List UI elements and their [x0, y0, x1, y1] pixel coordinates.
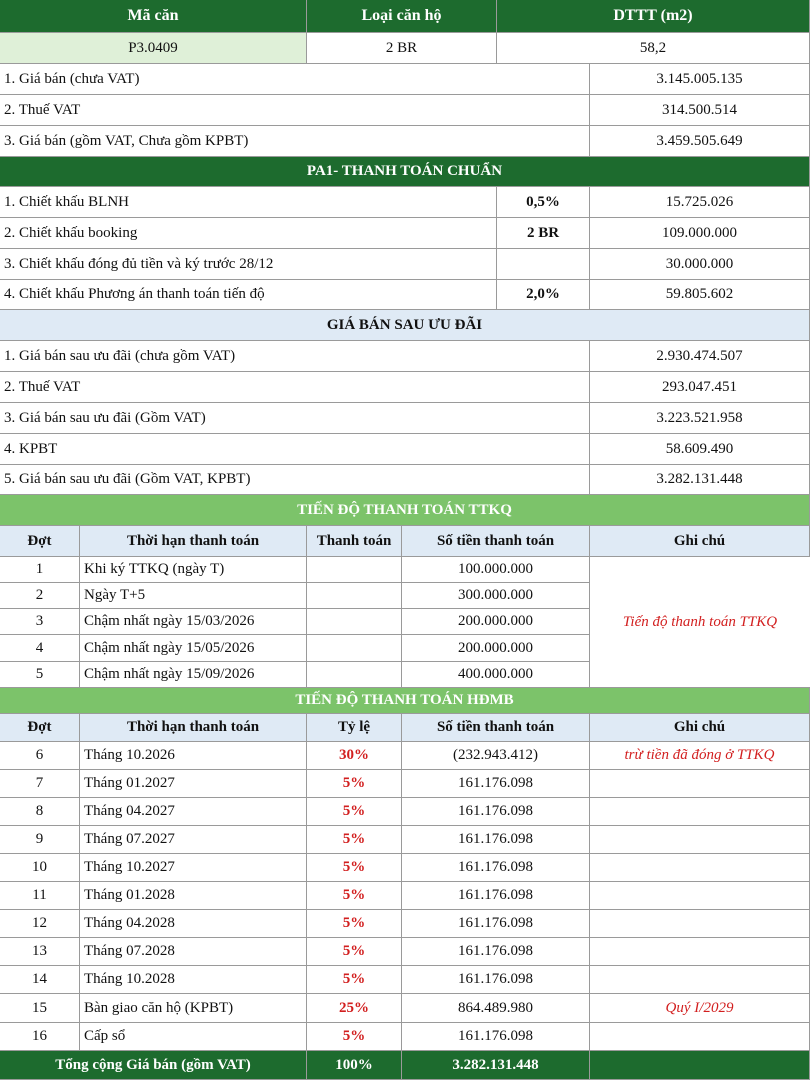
hdmb-rate: 5%: [307, 826, 402, 854]
hdmb-row: [0, 882, 810, 910]
after-discount-value: 3.282.131.448: [590, 465, 810, 495]
hdmb-rate: 30%: [307, 742, 402, 770]
hdmb-dot: 16: [0, 1023, 80, 1051]
ttkq-pay: [307, 635, 402, 662]
base-price-row: [0, 126, 810, 157]
base-price-row: [0, 95, 810, 126]
hdmb-amount: 161.176.098: [402, 826, 590, 854]
hdmb-row: [0, 910, 810, 938]
after-discount-row: [0, 465, 810, 495]
total-rate: 100%: [307, 1051, 402, 1080]
after-discount-row: [0, 403, 810, 434]
hdmb-row: [0, 966, 810, 994]
hdmb-term: Cấp sổ: [80, 1023, 307, 1051]
header-row: [0, 0, 810, 33]
pa1-label: 4. Chiết khấu Phương án thanh toán tiến độ: [0, 280, 497, 310]
hdmb-term: Tháng 10.2027: [80, 854, 307, 882]
hdmb-amount: (232.943.412): [402, 742, 590, 770]
base-price-value: 3.459.505.649: [590, 126, 810, 157]
hdmb-header-dot: Đợt: [0, 714, 80, 742]
ttkq-amount: 200.000.000: [402, 609, 590, 635]
hdmb-rate: 5%: [307, 770, 402, 798]
base-price-label: 1. Giá bán (chưa VAT): [0, 64, 590, 95]
ttkq-header-dot: Đợt: [0, 526, 80, 557]
after-discount-value: 2.930.474.507: [590, 341, 810, 372]
hdmb-term: Tháng 07.2028: [80, 938, 307, 966]
hdmb-note: [590, 910, 810, 938]
hdmb-rate: 5%: [307, 854, 402, 882]
after-discount-label: 3. Giá bán sau ưu đãi (Gồm VAT): [0, 403, 590, 434]
base-price-value: 314.500.514: [590, 95, 810, 126]
unit-code: P3.0409: [0, 33, 307, 64]
hdmb-header-row: [0, 714, 810, 742]
hdmb-term: Tháng 07.2027: [80, 826, 307, 854]
pa1-rate: 2 BR: [497, 218, 590, 249]
hdmb-dot: 6: [0, 742, 80, 770]
hdmb-dot: 13: [0, 938, 80, 966]
hdmb-rate: 5%: [307, 1023, 402, 1051]
hdmb-rate: 5%: [307, 910, 402, 938]
hdmb-dot: 9: [0, 826, 80, 854]
pa1-label: 1. Chiết khấu BLNH: [0, 187, 497, 218]
hdmb-amount: 161.176.098: [402, 770, 590, 798]
ttkq-note: Tiến độ thanh toán TTKQ: [622, 613, 778, 630]
hdmb-dot: 10: [0, 854, 80, 882]
hdmb-amount: 161.176.098: [402, 854, 590, 882]
hdmb-row: [0, 798, 810, 826]
hdmb-dot: 15: [0, 994, 80, 1023]
ttkq-pay: [307, 662, 402, 688]
pa1-value: 59.805.602: [590, 280, 810, 310]
base-price-label: 2. Thuế VAT: [0, 95, 590, 126]
ttkq-term: Ngày T+5: [80, 583, 307, 609]
header-unit-code: Mã căn: [0, 0, 307, 33]
after-discount-value: 58.609.490: [590, 434, 810, 465]
ttkq-header-term: Thời hạn thanh toán: [80, 526, 307, 557]
ttkq-term: Khi ký TTKQ (ngày T): [80, 557, 307, 583]
hdmb-rate: 25%: [307, 994, 402, 1023]
hdmb-dot: 7: [0, 770, 80, 798]
unit-area: 58,2: [497, 33, 810, 64]
after-discount-value: 293.047.451: [590, 372, 810, 403]
hdmb-header-note: Ghi chú: [590, 714, 810, 742]
hdmb-row: [0, 938, 810, 966]
hdmb-term: Tháng 04.2027: [80, 798, 307, 826]
ttkq-header-note: Ghi chú: [590, 526, 810, 557]
hdmb-term: Tháng 01.2028: [80, 882, 307, 910]
after-discount-value: 3.223.521.958: [590, 403, 810, 434]
hdmb-row: [0, 994, 810, 1023]
after-discount-row: [0, 434, 810, 465]
hdmb-amount: 161.176.098: [402, 966, 590, 994]
pa1-title: PA1- THANH TOÁN CHUẨN: [0, 157, 810, 187]
ttkq-term: Chậm nhất ngày 15/05/2026: [80, 635, 307, 662]
hdmb-header-rate: Tỷ lệ: [307, 714, 402, 742]
ttkq-dot: 1: [0, 557, 80, 583]
hdmb-row: [0, 742, 810, 770]
hdmb-dot: 11: [0, 882, 80, 910]
after-discount-label: 5. Giá bán sau ưu đãi (Gồm VAT, KPBT): [0, 465, 590, 495]
base-price-value: 3.145.005.135: [590, 64, 810, 95]
hdmb-term: Tháng 04.2028: [80, 910, 307, 938]
hdmb-section-header: [0, 688, 810, 714]
after-discount-section-header: [0, 310, 810, 341]
ttkq-amount: 300.000.000: [402, 583, 590, 609]
ttkq-pay: [307, 583, 402, 609]
pa1-rate: [497, 249, 590, 280]
total-label: Tổng cộng Giá bán (gồm VAT): [0, 1051, 307, 1080]
ttkq-dot: 2: [0, 583, 80, 609]
ttkq-amount: 100.000.000: [402, 557, 590, 583]
after-discount-row: [0, 341, 810, 372]
hdmb-term: Tháng 10.2028: [80, 966, 307, 994]
after-discount-label: 2. Thuế VAT: [0, 372, 590, 403]
ttkq-title: TIẾN ĐỘ THANH TOÁN TTKQ: [0, 495, 810, 526]
ttkq-term: Chậm nhất ngày 15/09/2026: [80, 662, 307, 688]
hdmb-row: [0, 826, 810, 854]
hdmb-note: [590, 966, 810, 994]
hdmb-dot: 12: [0, 910, 80, 938]
pa1-row: [0, 187, 810, 218]
hdmb-amount: 161.176.098: [402, 798, 590, 826]
hdmb-note: trừ tiền đã đóng ở TTKQ: [590, 742, 810, 770]
hdmb-note: [590, 854, 810, 882]
hdmb-rate: 5%: [307, 798, 402, 826]
pa1-row: [0, 218, 810, 249]
ttkq-header-row: [0, 526, 810, 557]
ttkq-dot: 3: [0, 609, 80, 635]
hdmb-amount: 161.176.098: [402, 910, 590, 938]
ttkq-dot: 4: [0, 635, 80, 662]
hdmb-note: [590, 770, 810, 798]
unit-row: [0, 33, 810, 64]
hdmb-rate: 5%: [307, 882, 402, 910]
ttkq-header-pay: Thanh toán: [307, 526, 402, 557]
ttkq-term: Chậm nhất ngày 15/03/2026: [80, 609, 307, 635]
hdmb-term: Tháng 01.2027: [80, 770, 307, 798]
pa1-value: 15.725.026: [590, 187, 810, 218]
hdmb-header-term: Thời hạn thanh toán: [80, 714, 307, 742]
hdmb-note: [590, 1023, 810, 1051]
hdmb-amount: 161.176.098: [402, 1023, 590, 1051]
total-row: [0, 1051, 810, 1080]
unit-type: 2 BR: [307, 33, 497, 64]
pa1-value: 30.000.000: [590, 249, 810, 280]
pa1-row: [0, 249, 810, 280]
ttkq-amount: 200.000.000: [402, 635, 590, 662]
ttkq-amount: 400.000.000: [402, 662, 590, 688]
ttkq-header-amount: Số tiền thanh toán: [402, 526, 590, 557]
header-unit-type: Loại căn hộ: [307, 0, 497, 33]
pa1-section-header: [0, 157, 810, 187]
ttkq-note-cell: [590, 557, 810, 688]
ttkq-dot: 5: [0, 662, 80, 688]
hdmb-amount: 161.176.098: [402, 882, 590, 910]
hdmb-amount: 864.489.980: [402, 994, 590, 1023]
hdmb-term: Bàn giao căn hộ (KPBT): [80, 994, 307, 1023]
hdmb-row: [0, 1023, 810, 1051]
hdmb-row: [0, 854, 810, 882]
after-discount-title: GIÁ BÁN SAU ƯU ĐÃI: [0, 310, 810, 341]
hdmb-amount: 161.176.098: [402, 938, 590, 966]
base-price-label: 3. Giá bán (gồm VAT, Chưa gồm KPBT): [0, 126, 590, 157]
hdmb-note: [590, 882, 810, 910]
total-note: [590, 1051, 810, 1080]
pa1-row: [0, 280, 810, 310]
hdmb-rate: 5%: [307, 966, 402, 994]
header-area: DTTT (m2): [497, 0, 810, 33]
hdmb-note: [590, 826, 810, 854]
hdmb-rate: 5%: [307, 938, 402, 966]
after-discount-label: 4. KPBT: [0, 434, 590, 465]
pa1-rate: 2,0%: [497, 280, 590, 310]
after-discount-row: [0, 372, 810, 403]
ttkq-section-header: [0, 495, 810, 526]
hdmb-term: Tháng 10.2026: [80, 742, 307, 770]
hdmb-header-amount: Số tiền thanh toán: [402, 714, 590, 742]
total-amount: 3.282.131.448: [402, 1051, 590, 1080]
pa1-label: 2. Chiết khấu booking: [0, 218, 497, 249]
hdmb-note: Quý I/2029: [590, 994, 810, 1023]
hdmb-dot: 8: [0, 798, 80, 826]
hdmb-title: TIẾN ĐỘ THANH TOÁN HĐMB: [0, 688, 810, 714]
hdmb-note: [590, 798, 810, 826]
hdmb-row: [0, 770, 810, 798]
pa1-rate: 0,5%: [497, 187, 590, 218]
after-discount-label: 1. Giá bán sau ưu đãi (chưa gồm VAT): [0, 341, 590, 372]
hdmb-dot: 14: [0, 966, 80, 994]
base-price-row: [0, 64, 810, 95]
pa1-label: 3. Chiết khấu đóng đủ tiền và ký trước 28/12: [0, 249, 497, 280]
ttkq-pay: [307, 557, 402, 583]
ttkq-pay: [307, 609, 402, 635]
pa1-value: 109.000.000: [590, 218, 810, 249]
hdmb-note: [590, 938, 810, 966]
